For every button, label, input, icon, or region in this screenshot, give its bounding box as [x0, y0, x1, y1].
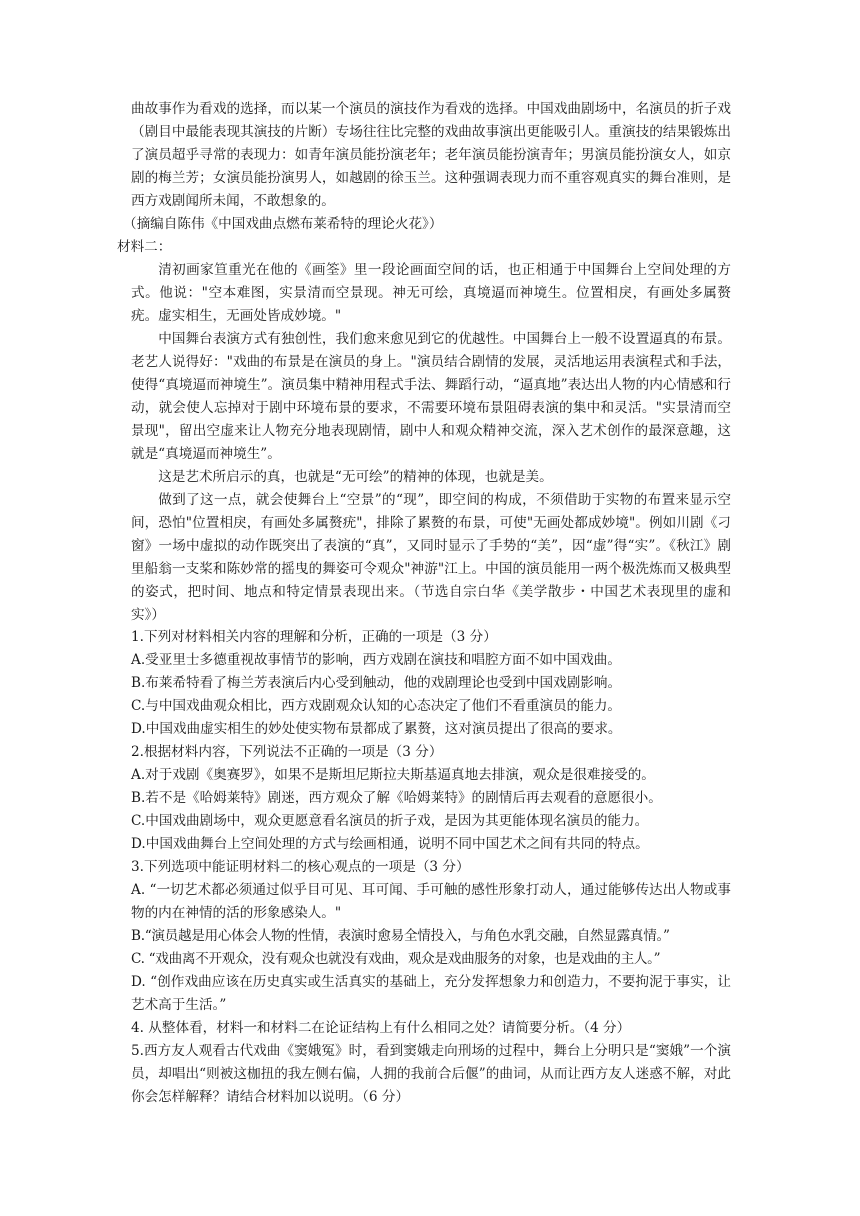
material2-paragraph: 中国舞台表演方式有独创性，我们愈来愈见到它的优越性。中国舞台上一般不设置逼真的布景。老艺人说得好："戏曲的布景是在演员的身上。"演员结合剧情的发展，灵活地运用表演程式和手法，使得“真境逼而神境生”。演员集中精神用程式手法、舞蹈行动，“逼真地”表达出人物的内心情感和行动，就会使人忘掉对于剧中环境布景的要求，不需要环境布景阻碍表演的集中和灵活。"实景清而空景现"，留出空虚来让人物充分地表现剧情，剧中人和观众精神交流，深入艺术创作的最深意趣，这就是“真境逼而神境生”。 [131, 331, 731, 462]
intro-paragraph: 曲故事作为看戏的选择，而以某一个演员的演技作为看戏的选择。中国戏曲剧场中，名演员的折子戏（剧目中最能表现其演技的片断）专场往往比完整的戏曲故事演出更能吸引人。重演技的结果锻炼出了演员超乎寻常的表现力：如青年演员能扮演老年；老年演员能扮演青年；男演员能扮演女人，如京剧的梅兰芳；女演员能扮演男人，如越剧的徐玉兰。这种强调表现力而不重容观真实的舞台准则，是西方戏剧闻所未闻，不敢想象的。 [131, 101, 731, 209]
question-option: B.“演员越是用心体会人物的性情，表演时愈易全情投入，与角色水乳交融，自然显露真情。” [131, 928, 670, 944]
question-2 [131, 741, 731, 856]
question-3 [131, 856, 731, 1017]
question-option: C. “戏曲离不开观众，没有观众也就没有戏曲，观众是戏曲服务的对象，也是戏曲的主人。” [131, 951, 661, 967]
question-option: A.受亚里士多德重视故事情节的影响，西方戏剧在演技和唱腔方面不如中国戏曲。 [131, 652, 621, 668]
material2-section [117, 236, 731, 627]
question-option: A. “一切艺术都必须通过似乎目可见、耳可闻、手可触的感性形象打动人，通过能够传达出人物或事物的内在神情的活的形象感染人。" [131, 882, 731, 921]
question-option: D.中国戏曲舞台上空间处理的方式与绘画相通，说明不同中国艺术之间有共同的特点。 [131, 836, 649, 852]
question-4 [131, 1017, 731, 1040]
material2-paragraph: 清初画家笪重光在他的《画筌》里一段论画面空间的话，也正相通于中国舞台上空间处理的方式。他说："空本难图，实景清而空景现。神无可绘，真境逼而神境生。位置相戾，有画处多属赘疣。虚实相生，无画处皆成妙境。" [131, 262, 731, 324]
intro-source: （摘编自陈伟《中国戏曲点燃布莱希特的理论火花》） [123, 216, 443, 232]
question-option: C.中国戏曲剧场中，观众更愿意看名演员的折子戏，是因为其更能体现名演员的能力。 [131, 813, 649, 829]
question-5 [131, 1040, 731, 1109]
question-1 [131, 626, 731, 741]
material2-paragraph: 做到了这一点，就会使舞台上“空景”的“现”，即空间的构成，不须借助于实物的布置来显示空间，恐怕"位置相戾，有画处多属赘疣"，排除了累赘的布景，可使"无画处都成妙境"。例如川剧《刁窗》一场中虚拟的动作既突出了表演的“真”，又同时显示了手势的“美”，因“虚”得“实”。《秋江》剧里船翁一支桨和陈妙常的摇曳的舞姿可令观众"神游"江上。中国的演员能用一两个极洗炼而又极典型的姿式，把时间、地点和特定情景表现出来。（节选自宗白华《美学散步・中国艺术表现里的虚和实》） [131, 492, 731, 623]
question-stem: 4. 从整体看，材料一和材料二在论证结构上有什么相同之处？请简要分析。（4 分） [131, 1020, 631, 1036]
question-option: D.中国戏曲虚实相生的妙处使实物布景都成了累赘，这对演员提出了很高的要求。 [131, 721, 622, 737]
material2-heading: 材料二： [117, 239, 172, 255]
intro-section [123, 98, 731, 236]
question-option: D. “创作戏曲应该在历史真实或生活真实的基础上，充分发挥想象力和创造力，不要拘泥于事实，让艺术高于生活。” [131, 974, 731, 1013]
questions-section [131, 626, 731, 1109]
material2-paragraph: 这是艺术所启示的真，也就是“无可绘”的精神的体现，也就是美。 [158, 469, 553, 485]
question-option: C.与中国戏曲观众相比，西方戏剧观众认知的心态决定了他们不看重演员的能力。 [131, 698, 622, 714]
question-option: B.若不是《哈姆莱特》剧迷，西方观众了解《哈姆莱特》的剧情后再去观看的意愿很小。 [131, 790, 662, 806]
question-option: A.对于戏剧《奥赛罗》，如果不是斯坦尼斯拉夫斯基逼真地去排演，观众是很难接受的。 [131, 767, 655, 783]
question-option: B.布莱希特看了梅兰芳表演后内心受到触动，他的戏剧理论也受到中国戏剧影响。 [131, 675, 622, 691]
question-stem: 2.根据材料内容，下列说法不正确的一项是（3 分） [131, 744, 443, 760]
question-stem: 1.下列对材料相关内容的理解和分析，正确的一项是（3 分） [131, 629, 497, 645]
question-stem: 5.西方友人观看古代戏曲《窦娥冤》时，看到窦娥走向刑场的过程中，舞台上分明只是“窦娥”一个演员，却唱出“则被这枷扭的我左侧右偏，人拥的我前合后偃”的曲词，从而让西方友人迷惑不解，对此你会怎样解释？请结合材料加以说明。（6 分） [131, 1043, 731, 1105]
question-stem: 3.下列选项中能证明材料二的核心观点的一项是（3 分） [131, 859, 470, 875]
